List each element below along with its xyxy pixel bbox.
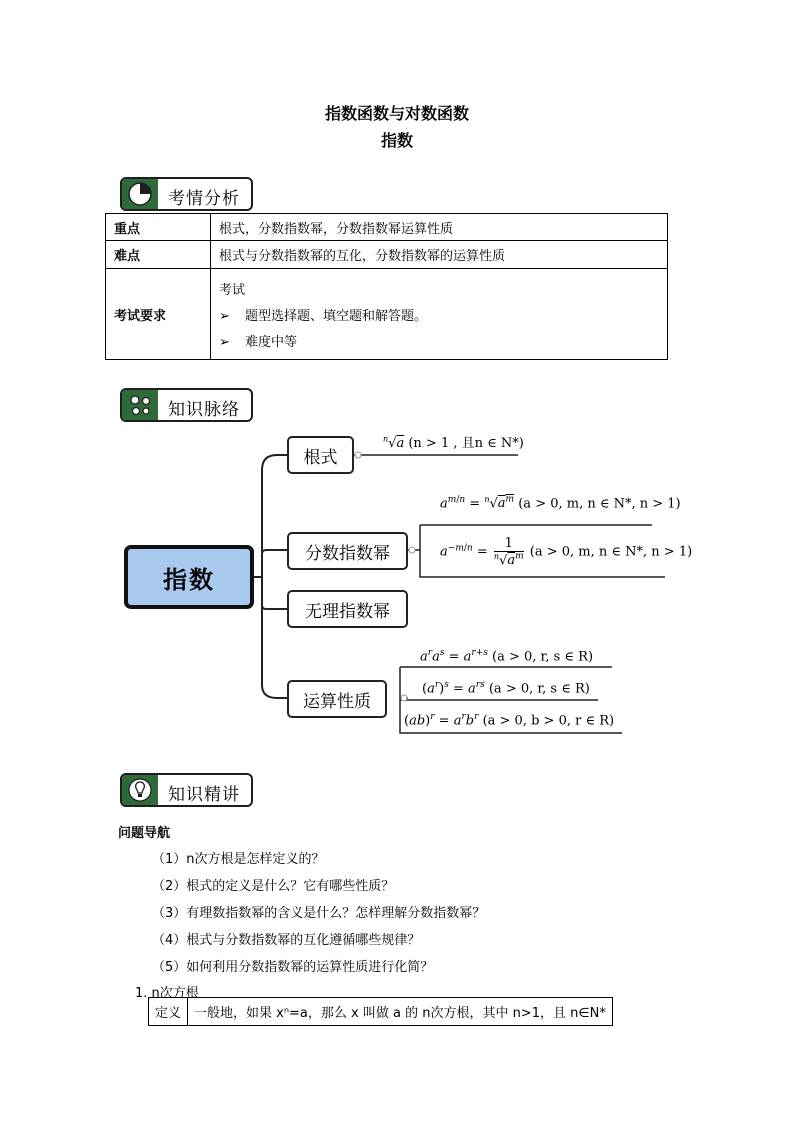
subsection-heading: 1. n次方根	[135, 986, 199, 1001]
section-header-explain	[120, 773, 253, 807]
formula-operation-3: $(ab)^r = a^rb^r$ (a > 0, b > 0, r ∈ R)	[404, 712, 615, 729]
document-title: 指数函数与对数函数	[324, 104, 469, 123]
row-head-exam: 考试要求	[106, 269, 211, 360]
question-navigation-title: 问题导航	[118, 826, 171, 841]
mindmap-branch-irrational-exponent: 无理指数幂	[287, 590, 408, 628]
question-item: （3）有理数指数幂的含义是什么？怎样理解分数指数幂？	[152, 906, 486, 921]
arrow-bullet-icon: ➢	[219, 308, 230, 324]
definition-text: 一般地，如果 xⁿ=a，那么 x 叫做 a 的 n次方根，其中 n>1，且 n∈N*	[188, 998, 613, 1026]
section-label: 知识精讲	[168, 785, 240, 805]
section-label: 知识脉络	[168, 400, 240, 420]
exam-intro: 考试	[219, 282, 246, 298]
formula-radical: $^n$√a (n > 1 , 且n ∈ N*)	[383, 434, 524, 451]
exam-item: ➢ 难度中等	[219, 334, 298, 350]
definition-label: 定义	[149, 998, 188, 1026]
lightbulb-icon	[122, 775, 158, 805]
mindmap-branch-fractional-exponent: 分数指数幂	[287, 532, 408, 570]
arrow-bullet-icon: ➢	[219, 334, 230, 350]
row-head-difficulties: 难点	[106, 241, 211, 269]
mindmap-root: 指数	[124, 545, 254, 609]
definition-table	[148, 997, 613, 1026]
section-label: 考情分析	[168, 189, 240, 209]
mindmap-branch-operation-properties: 运算性质	[287, 680, 387, 718]
formula-fractional-negative: $a^{-m/n}$ = $\frac{1}{^n√a^m}$ (a > 0, m, n ∈ N*, n > 1)	[440, 536, 693, 569]
formula-fractional-positive: $a^{m/n} = ^n√a^m$ (a > 0, m, n ∈ N*, n > 1)	[440, 495, 681, 512]
question-item: （2）根式的定义是什么？它有哪些性质？	[152, 879, 395, 894]
question-item: （4）根式与分数指数幂的互化遵循哪些规律？	[152, 933, 421, 948]
row-head-key-points: 重点	[106, 214, 211, 241]
formula-operation-2: $(a^r)^s = a^{rs}$ (a > 0, r, s ∈ R)	[422, 680, 590, 697]
mindmap-branch-radical: 根式	[287, 436, 354, 474]
exam-item: ➢ 题型选择题、填空题和解答题。	[219, 308, 428, 324]
question-item: （5）如何利用分数指数幂的运算性质进行化简？	[152, 960, 434, 975]
document-subtitle: 指数	[380, 131, 413, 150]
row-text-difficulties: 根式与分数指数幂的互化，分数指数幂的运算性质	[211, 241, 668, 269]
question-item: （1）n次方根是怎样定义的？	[152, 852, 325, 867]
row-text-key-points: 根式，分数指数幂，分数指数幂运算性质	[211, 214, 668, 241]
formula-operation-1: $a^ra^s = a^{r+s}$ (a > 0, r, s ∈ R)	[420, 648, 594, 665]
